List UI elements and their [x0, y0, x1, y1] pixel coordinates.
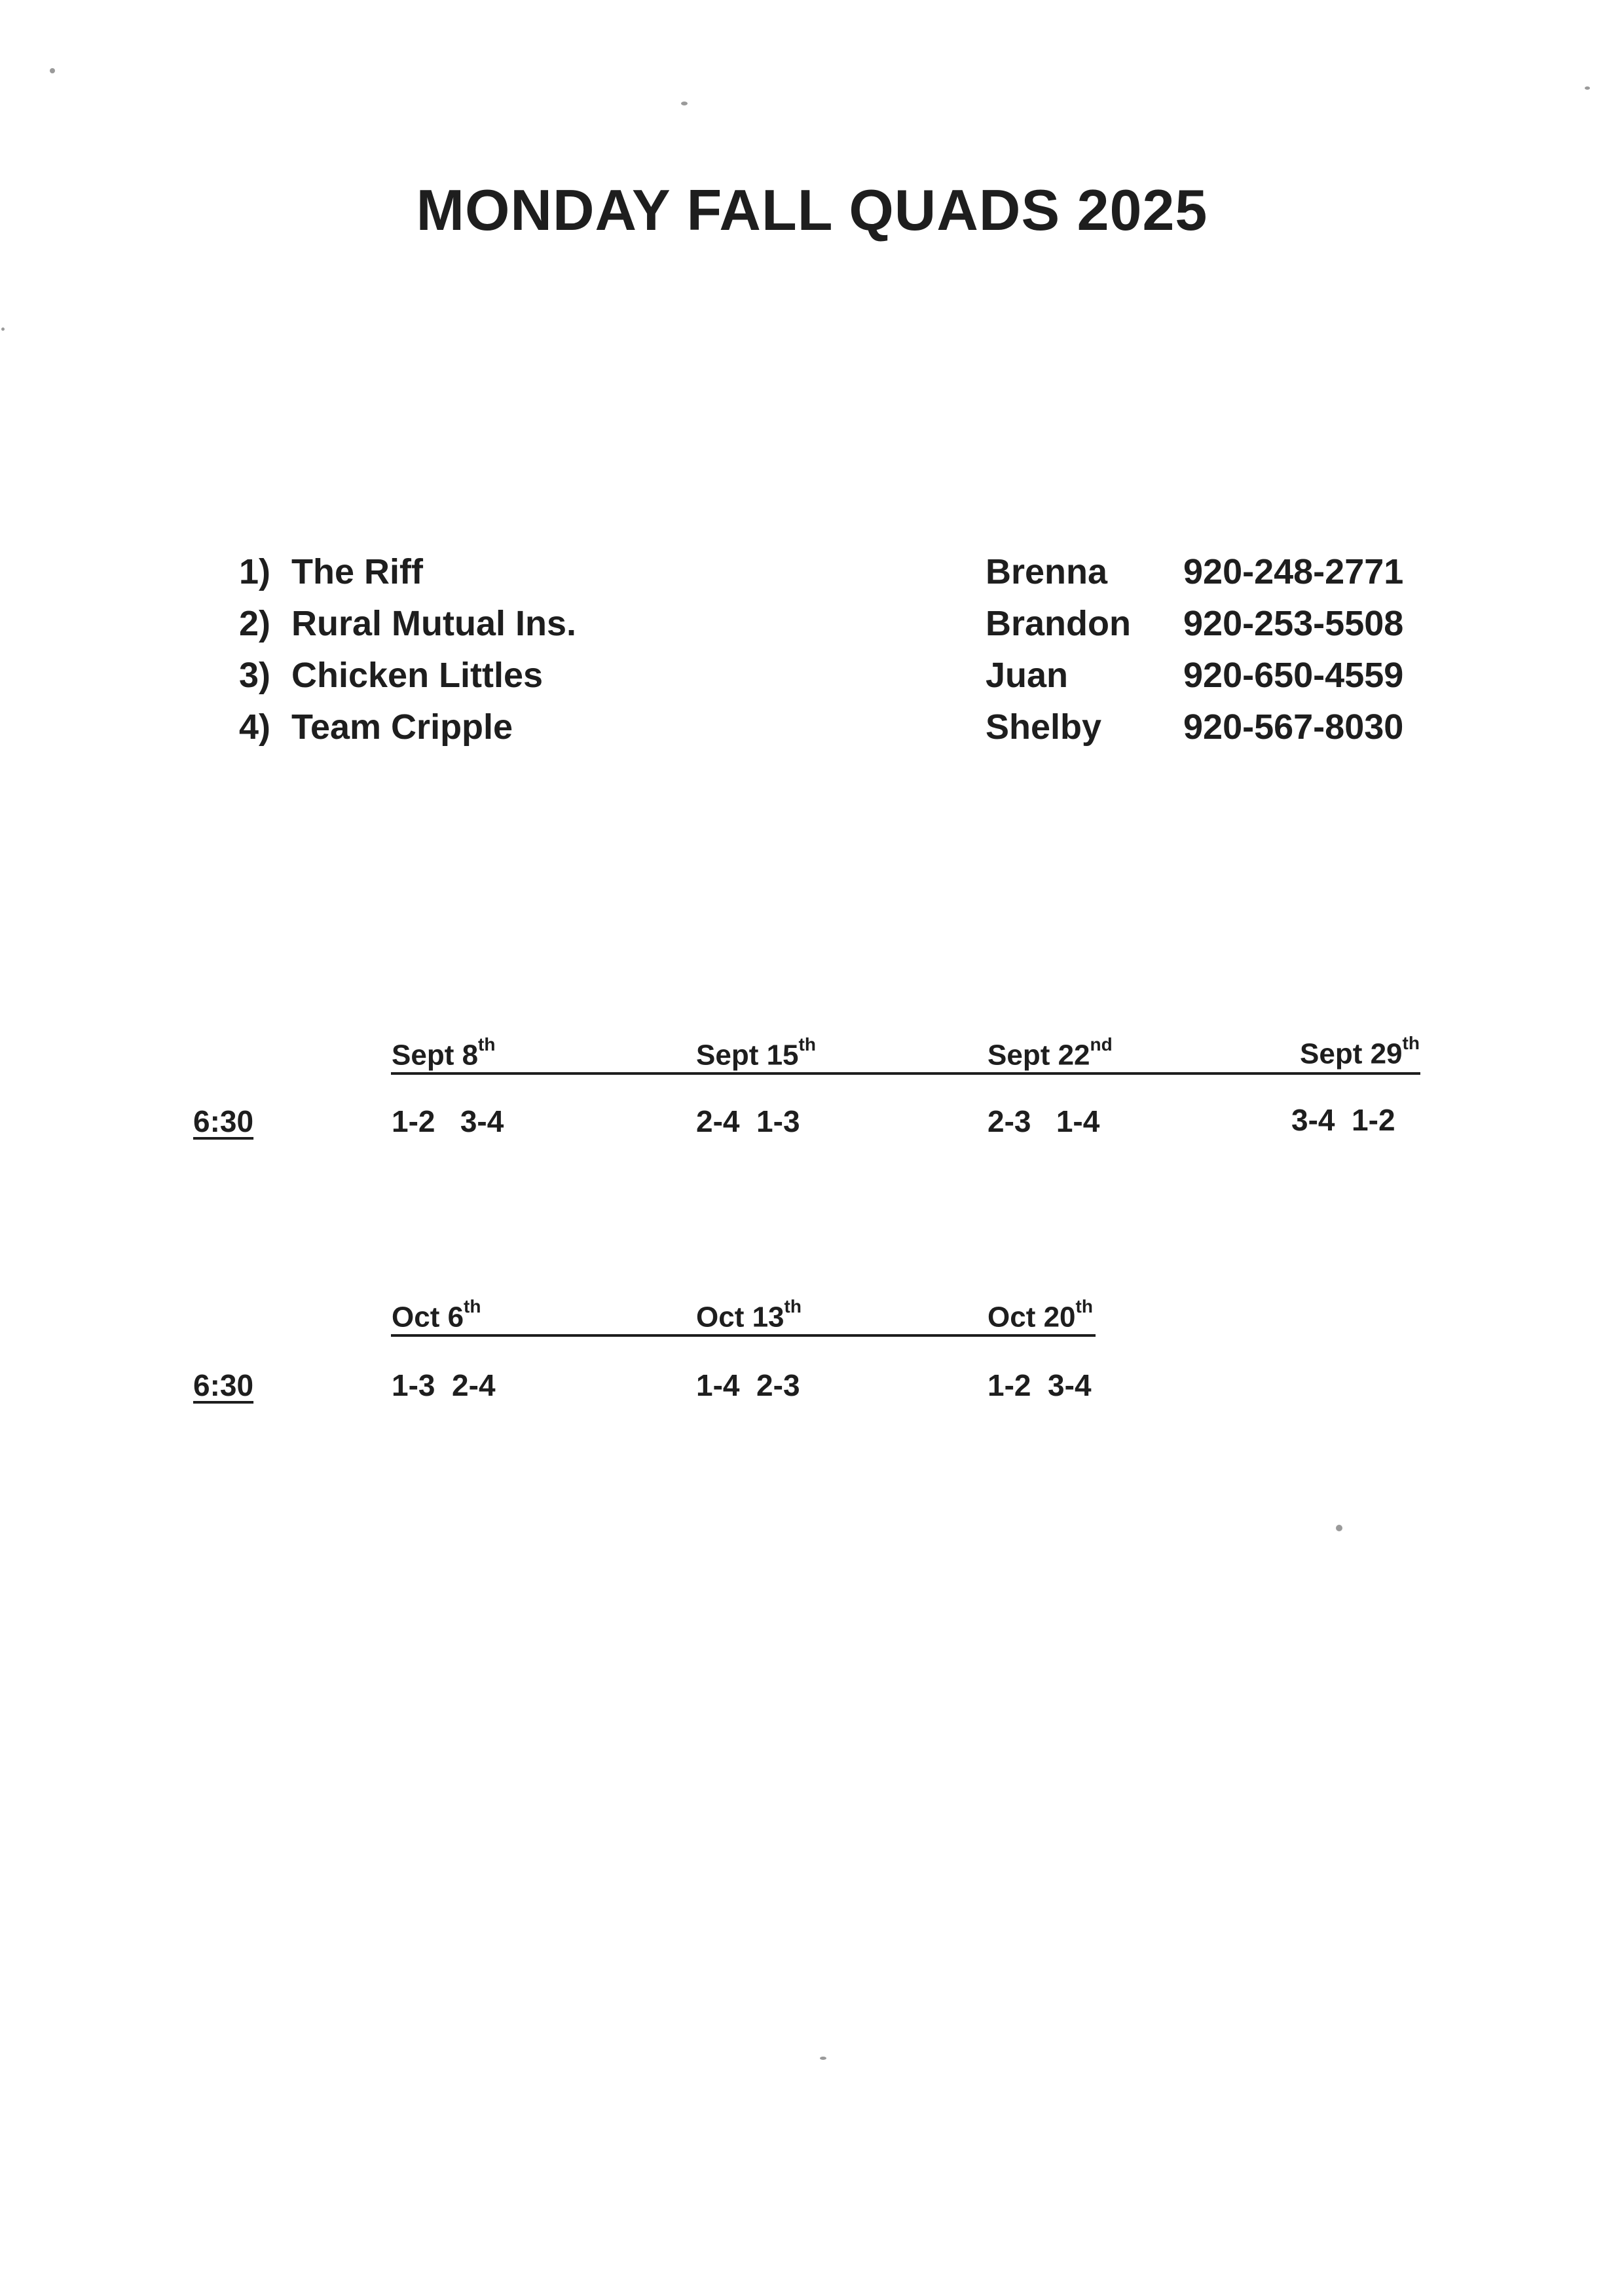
team-row: [0, 655, 1624, 707]
matchups: 2-4 1-3: [696, 1104, 800, 1138]
matchups: 3-4 1-2: [1291, 1103, 1395, 1137]
team-contact: Shelby: [986, 707, 1102, 747]
week-date: Sept 22nd: [987, 1034, 1113, 1072]
team-name: The Riff: [291, 552, 423, 591]
matchups: 2-3 1-4: [987, 1104, 1100, 1138]
team-row: [0, 603, 1624, 656]
team-contact: Brenna: [986, 552, 1108, 591]
time-slot: 6:30: [193, 1368, 254, 1402]
team-phone: 920-253-5508: [1183, 604, 1404, 643]
week-date: Sept 8th: [392, 1034, 496, 1072]
page-title: MONDAY FALL QUADS 2025: [416, 177, 1208, 242]
week-date: Sept 29th: [1300, 1033, 1420, 1070]
header-rule: [391, 1072, 1420, 1075]
team-contact: Brandon: [986, 604, 1131, 643]
team-name: Chicken Littles: [291, 656, 544, 695]
week-date: Sept 15th: [696, 1034, 816, 1072]
team-phone: 920-650-4559: [1183, 656, 1404, 695]
team-contact: Juan: [986, 656, 1069, 695]
team-number: 2): [239, 604, 271, 643]
team-phone: 920-567-8030: [1183, 707, 1404, 747]
scan-speck: [681, 102, 688, 105]
matchups: 1-2 3-4: [987, 1368, 1092, 1402]
matchups: 1-4 2-3: [696, 1368, 800, 1402]
team-name: Team Cripple: [291, 707, 513, 747]
scan-speck: [50, 68, 55, 73]
matchups: 1-2 3-4: [392, 1104, 504, 1138]
team-row: [0, 551, 1624, 604]
scan-speck: [1336, 1525, 1342, 1531]
team-number: 3): [239, 656, 271, 695]
week-date: Oct 6th: [392, 1296, 481, 1334]
team-name: Rural Mutual Ins.: [291, 604, 577, 643]
scan-speck: [1, 327, 5, 331]
scan-speck: [820, 2057, 826, 2060]
team-phone: 920-248-2771: [1183, 552, 1404, 591]
week-date: Oct 20th: [987, 1296, 1093, 1334]
time-slot: 6:30: [193, 1104, 254, 1138]
team-number: 4): [239, 707, 271, 747]
matchups: 1-3 2-4: [392, 1368, 496, 1402]
week-date: Oct 13th: [696, 1296, 802, 1334]
team-number: 1): [239, 552, 271, 591]
team-row: [0, 707, 1624, 759]
header-rule: [391, 1334, 1096, 1337]
scan-speck: [1585, 86, 1590, 90]
